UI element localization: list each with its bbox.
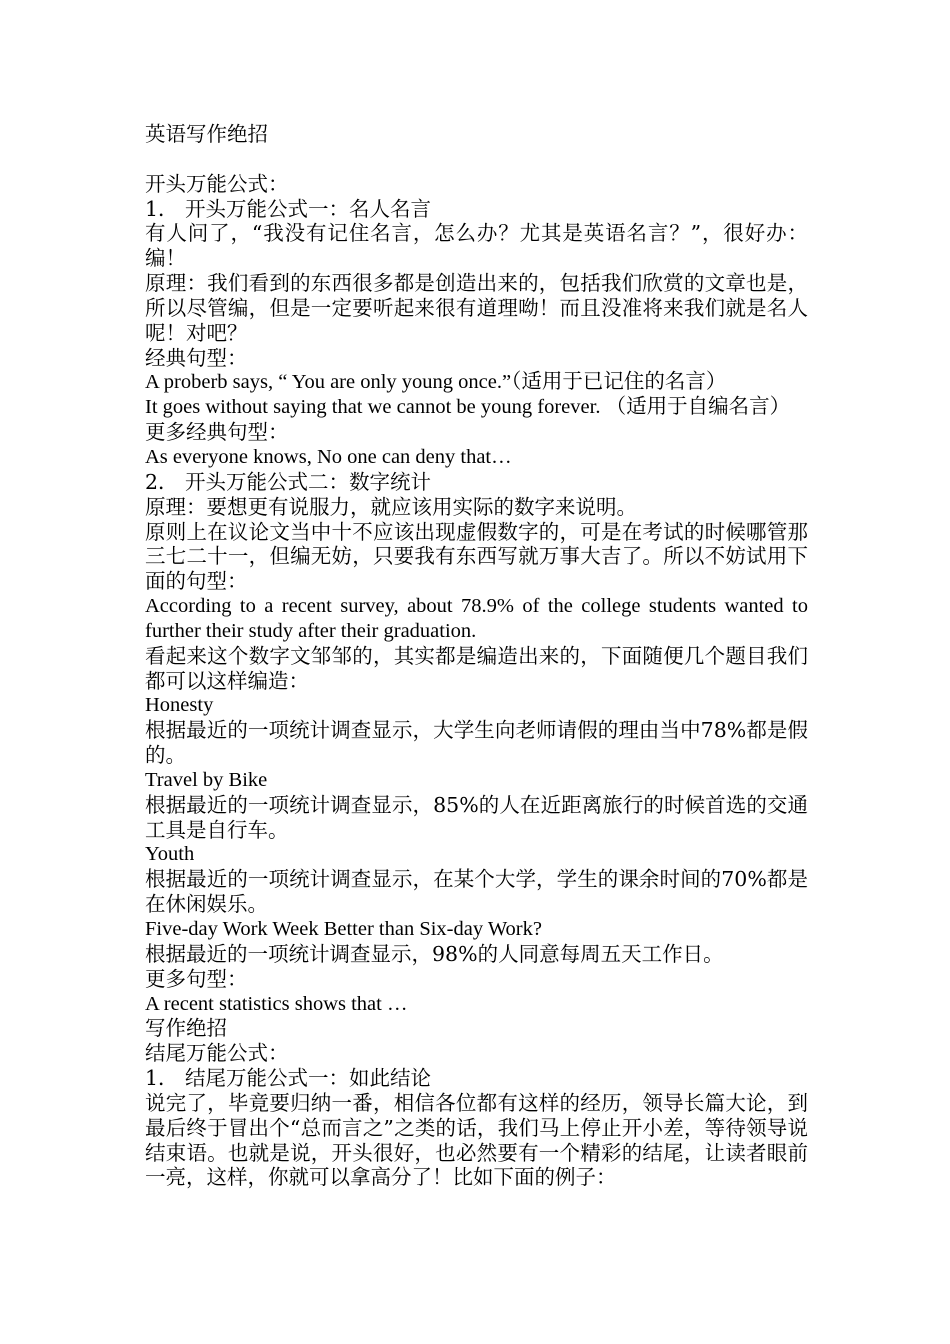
paragraph: 结尾万能公式： (145, 1041, 289, 1066)
paragraph: Honesty (145, 694, 214, 717)
paragraph: 1． 开头万能公式一：名人名言 (145, 196, 432, 221)
paragraph: As everyone knows, No one can deny that… (145, 445, 512, 468)
paragraph: 根据最近的一项统计调查显示，大学生向老师请假的理由当中78%都是假的。 (145, 718, 808, 768)
paragraph: 写作绝招 (145, 1016, 227, 1041)
paragraph: 有人问了，“我没有记住名言，怎么办？尤其是英语名言？”，很好办：编！ (145, 221, 808, 271)
paragraph: Five-day Work Week Better than Six-day Work? (145, 918, 542, 940)
paragraph: It goes without saying that we cannot be young forever. （适用于自编名言） (145, 396, 791, 419)
paragraph: A proberb says, “ You are only young once.”（适用于已记住的名言） (145, 371, 727, 394)
paragraph: 更多句型： (145, 966, 248, 991)
document-page (145, 122, 808, 1190)
paragraph: 1． 结尾万能公式一：如此结论 (145, 1066, 432, 1091)
paragraph: A recent statistics shows that … (145, 992, 408, 1015)
paragraph: 原理：要想更有说服力，就应该用实际的数字来说明。 (145, 494, 637, 519)
paragraph: 根据最近的一项统计调查显示，85%的人在近距离旅行的时候首选的交通工具是自行车。 (145, 792, 808, 842)
paragraph: 原理：我们看到的东西很多都是创造出来的，包括我们欣赏的文章也是，所以尽管编，但是一定要听起来很有道理呦！而且没准将来我们就是名人呢！对吧？ (145, 271, 808, 345)
paragraph: 2． 开头万能公式二：数字统计 (145, 469, 432, 494)
document-title: 英语写作绝招 (145, 122, 268, 146)
paragraph: 原则上在议论文当中十不应该出现虚假数字的，可是在考试的时候哪管那三七二十一，但编无妨，只要我有东西写就万事大吉了。所以不妨试用下面的句型： (145, 519, 808, 594)
paragraph: According to a recent survey, about 78.9% of the college students wanted to further their study after their graduation. (145, 595, 808, 642)
paragraph: Youth (145, 843, 195, 866)
blank-line (145, 147, 808, 172)
paragraph: 根据最近的一项统计调查显示，在某个大学，学生的课余时间的70%都是在休闲娱乐。 (145, 867, 808, 917)
paragraph: 看起来这个数字文邹邹的，其实都是编造出来的，下面随便几个题目我们都可以这样编造： (145, 643, 808, 693)
paragraph: 开头万能公式： (145, 171, 289, 196)
paragraph: 更多经典句型： (145, 420, 289, 445)
paragraph: 根据最近的一项统计调查显示，98%的人同意每周五天工作日。 (145, 941, 724, 966)
paragraph: 说完了，毕竟要归纳一番，相信各位都有这样的经历，领导长篇大论，到最后终于冒出个“总而言之”之类的话，我们马上停止开小差，等待领导说结束语。也就是说，开头很好，也必然要有一个精彩的结尾，让读者眼前一亮，这样，你就可以拿高分了！比如下面的例子： (145, 1090, 808, 1190)
paragraph: 经典句型： (145, 345, 248, 370)
paragraph: Travel by Bike (145, 768, 268, 791)
document-body (145, 172, 808, 1191)
